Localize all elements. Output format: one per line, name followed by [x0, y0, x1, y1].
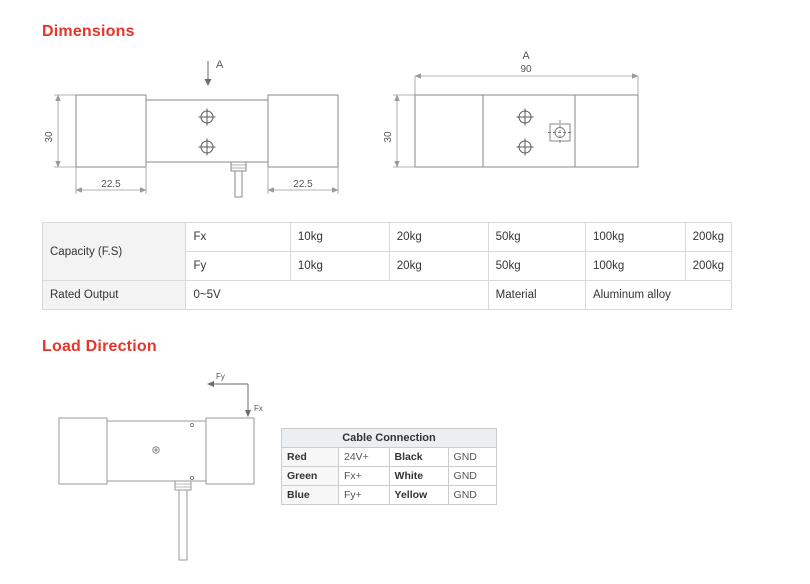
svg-text:90: 90 [520, 64, 532, 75]
capacity-fx-200kg: 200kg [685, 223, 731, 252]
table-row [282, 467, 497, 486]
svg-text:22.5: 22.5 [101, 179, 121, 190]
capacity-fy-50kg: 50kg [488, 252, 585, 281]
cable-red-label: Red [282, 448, 339, 467]
capacity-fx-100kg: 100kg [585, 223, 685, 252]
svg-text:A: A [522, 50, 530, 62]
table-row [282, 429, 497, 448]
cable-green-value: Fx+ [339, 467, 390, 486]
svg-text:A: A [216, 59, 224, 71]
cable-blue-label: Blue [282, 486, 339, 505]
capacity-label: Capacity (F.S) [43, 223, 186, 281]
material-value: Aluminum alloy [585, 281, 731, 310]
capacity-fy-100kg: 100kg [585, 252, 685, 281]
rated-output-value: 0~5V [186, 281, 488, 310]
capacity-fy-10kg: 10kg [290, 252, 389, 281]
cable-yellow-label: Yellow [389, 486, 448, 505]
material-label: Material [488, 281, 585, 310]
dimensions-section-title: Dimensions [42, 23, 135, 40]
dimension-drawing-front-view [40, 55, 360, 225]
axis-label-fy: Fy [186, 252, 290, 281]
cable-red-value: 24V+ [339, 448, 390, 467]
table-row [282, 486, 497, 505]
cable-white-value: GND [448, 467, 496, 486]
table-row [43, 223, 732, 252]
capacity-fy-200kg: 200kg [685, 252, 731, 281]
cable-yellow-value: GND [448, 486, 496, 505]
axis-label-fx: Fx [186, 223, 290, 252]
svg-text:Fx: Fx [254, 404, 263, 413]
svg-text:30: 30 [383, 131, 394, 143]
dimension-drawing-section-a [370, 48, 670, 208]
load-direction-section-title: Load Direction [42, 338, 157, 355]
cable-white-label: White [389, 467, 448, 486]
cable-connection-title: Cable Connection [282, 429, 497, 448]
svg-text:Fy: Fy [216, 372, 225, 381]
capacity-fx-20kg: 20kg [389, 223, 488, 252]
svg-text:30: 30 [44, 131, 55, 143]
cable-blue-value: Fy+ [339, 486, 390, 505]
table-row [43, 281, 732, 310]
rated-output-label: Rated Output [43, 281, 186, 310]
cable-connection-table [281, 428, 497, 505]
cable-black-label: Black [389, 448, 448, 467]
svg-text:22.5: 22.5 [293, 179, 313, 190]
table-row [282, 448, 497, 467]
specification-table [42, 222, 732, 310]
capacity-fy-20kg: 20kg [389, 252, 488, 281]
capacity-fx-10kg: 10kg [290, 223, 389, 252]
cable-green-label: Green [282, 467, 339, 486]
load-direction-drawing [40, 368, 290, 573]
capacity-fx-50kg: 50kg [488, 223, 585, 252]
cable-black-value: GND [448, 448, 496, 467]
